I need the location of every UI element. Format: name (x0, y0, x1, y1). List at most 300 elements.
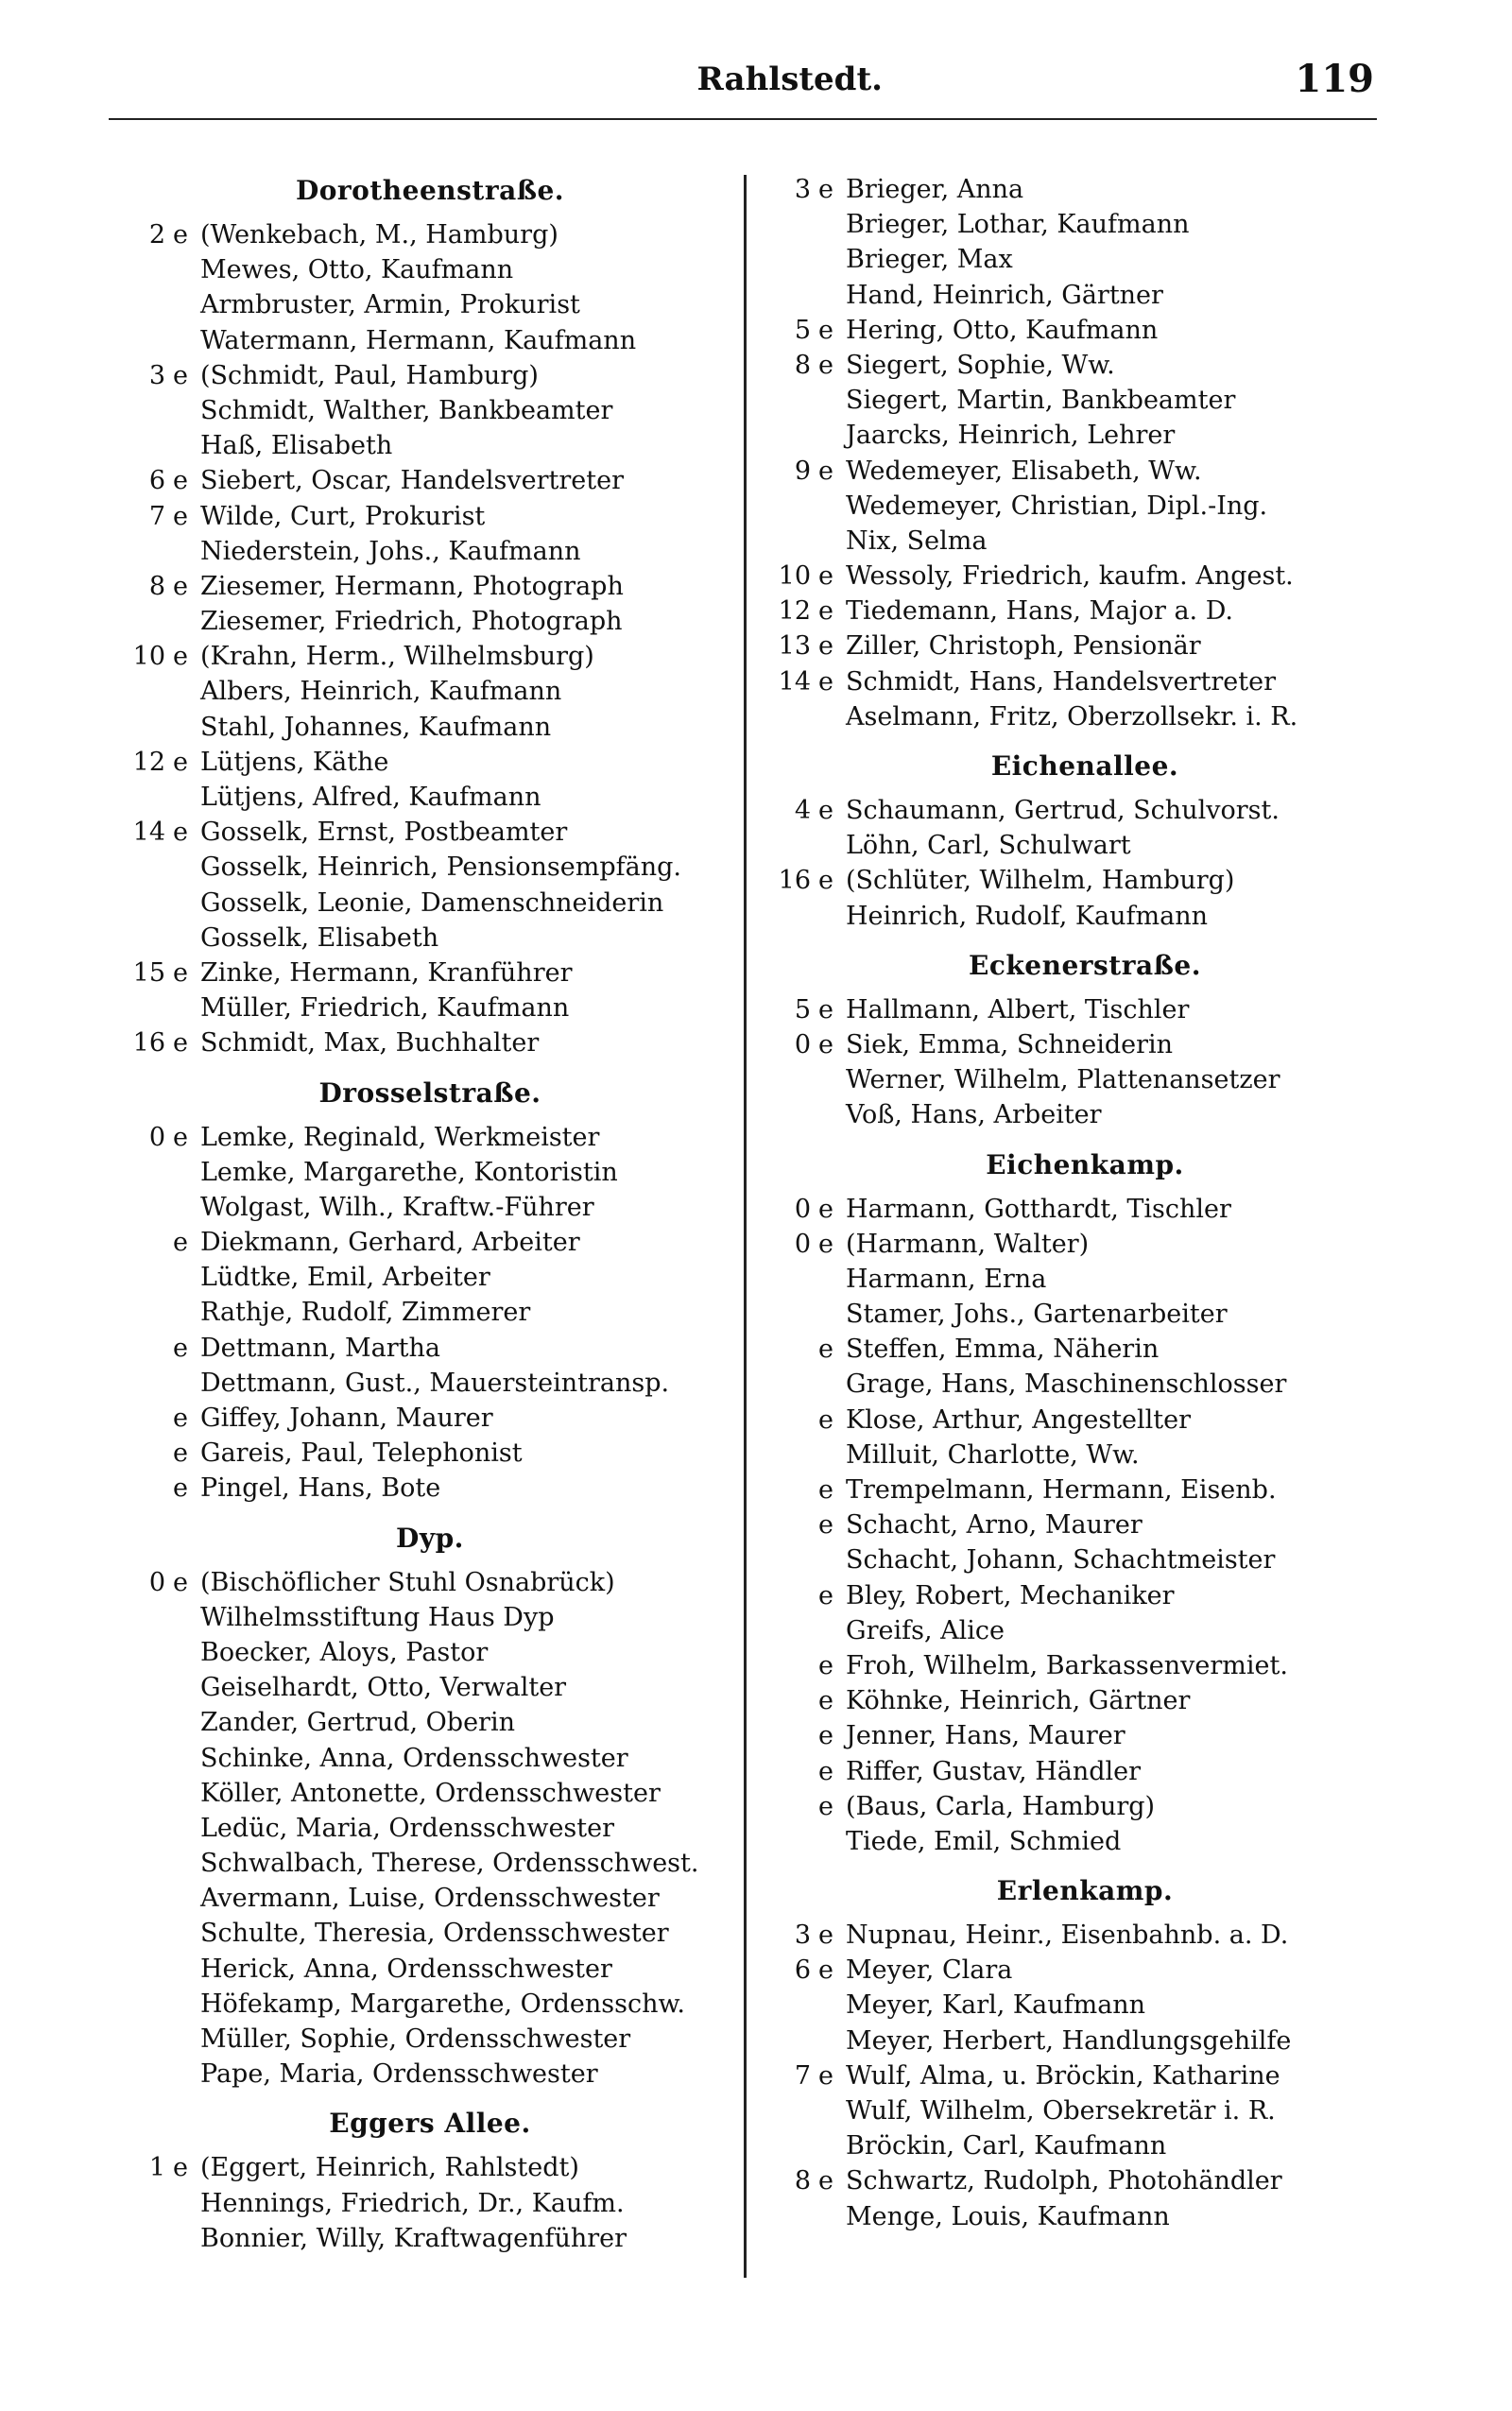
resident-text: Stahl, Johannes, Kaufmann (200, 712, 552, 742)
house-number: 5 (794, 994, 811, 1025)
directory-entry (118, 886, 742, 921)
directory-entry (118, 287, 742, 322)
entry-code: e (818, 1404, 833, 1435)
resident-text: (Wenkebach, M., Hamburg) (200, 220, 558, 250)
directory-entry (118, 2022, 742, 2057)
entry-code: e (818, 1029, 833, 1059)
right-column (764, 172, 1406, 2234)
directory-entry (764, 1097, 1406, 1132)
resident-text: Trempelmann, Hermann, Eisenb. (846, 1475, 1277, 1505)
house-number: 4 (794, 796, 811, 825)
resident-text: Rathje, Rudolf, Zimmerer (200, 1298, 531, 1328)
entry-code: e (818, 1475, 833, 1505)
resident-text: Wilde, Curt, Prokurist (200, 501, 486, 531)
house-number: 13 (778, 631, 811, 662)
directory-entry (118, 1846, 742, 1881)
directory-entry (764, 699, 1406, 734)
resident-text: Siek, Emma, Schneiderin (846, 1029, 1174, 1059)
directory-entry (118, 2150, 742, 2185)
directory-entry (764, 1918, 1406, 1953)
resident-text: (Schmidt, Paul, Hamburg) (200, 360, 539, 390)
resident-text: Ziesemer, Friedrich, Photograph (200, 607, 623, 637)
house-number: 14 (778, 666, 811, 697)
resident-text: Voß, Hans, Arbeiter (846, 1100, 1102, 1130)
street-heading: Drosselstraße. (318, 1076, 541, 1109)
entry-code: e (173, 1567, 188, 1597)
entry-code: e (818, 796, 833, 825)
entry-code: e (818, 1756, 833, 1786)
directory-entry (118, 1811, 742, 1846)
resident-text: Lemke, Reginald, Werkmeister (200, 1122, 600, 1152)
directory-entry (118, 1881, 742, 1916)
entry-code: e (173, 501, 188, 531)
directory-entry (764, 454, 1406, 489)
entry-code: e (818, 1510, 833, 1541)
street-section (764, 172, 1406, 734)
resident-text: Aselmann, Fritz, Oberzollsekr. i. R. (846, 701, 1298, 732)
entry-code: e (818, 175, 833, 204)
street-section (118, 172, 742, 1061)
street-section (764, 1872, 1406, 2234)
house-number: 8 (794, 2166, 811, 2196)
directory-entry (764, 1754, 1406, 1789)
resident-text: Wedemeyer, Elisabeth, Ww. (846, 456, 1202, 486)
resident-text: Armbruster, Armin, Prokurist (200, 290, 580, 320)
entry-code: e (173, 1404, 188, 1433)
directory-entry (118, 1260, 742, 1295)
directory-entry (764, 1367, 1406, 1402)
directory-entry (764, 1262, 1406, 1297)
directory-entry (118, 1635, 742, 1670)
house-number: 16 (132, 1028, 165, 1059)
directory-entry (118, 850, 742, 885)
resident-text: Pape, Maria, Ordensschwester (200, 2059, 598, 2090)
directory-entry (118, 217, 742, 252)
entry-code: e (818, 994, 833, 1025)
house-number: 10 (778, 561, 811, 592)
resident-text: Niederstein, Johs., Kaufmann (200, 536, 581, 566)
entry-code: e (818, 456, 833, 486)
resident-text: Tiede, Emil, Schmied (846, 1826, 1122, 1856)
directory-entry (764, 278, 1406, 313)
directory-entry (764, 1683, 1406, 1718)
resident-text: Jenner, Hans, Maurer (846, 1721, 1125, 1751)
resident-text: Nix, Selma (846, 525, 988, 556)
directory-entry (764, 348, 1406, 383)
house-number: 14 (132, 818, 165, 848)
resident-text: Lemke, Margarethe, Kontoristin (200, 1157, 618, 1187)
directory-entry (118, 1776, 742, 1811)
directory-entry (118, 921, 742, 956)
house-number: 0 (794, 1029, 811, 1059)
entry-code: e (818, 1955, 833, 1986)
entry-code: e (173, 747, 188, 777)
resident-text: (Eggert, Heinrich, Rahlstedt) (200, 2153, 579, 2183)
street-heading: Eckenerstraße. (969, 949, 1201, 981)
resident-text: Schinke, Anna, Ordensschwester (200, 1743, 628, 1773)
directory-entry (118, 604, 742, 639)
directory-entry (764, 2024, 1406, 2058)
directory-entry (764, 489, 1406, 524)
directory-entry (118, 1916, 742, 1951)
house-number: 8 (148, 571, 165, 601)
resident-text: Wulf, Alma, u. Bröckin, Katharine (846, 2060, 1280, 2091)
resident-text: Köller, Antonette, Ordensschwester (200, 1778, 661, 1808)
resident-text: Gosselk, Ernst, Postbeamter (200, 818, 568, 848)
resident-text: Grage, Hans, Maschinenschlosser (846, 1369, 1287, 1400)
resident-text: Bröckin, Carl, Kaufmann (846, 2131, 1167, 2161)
directory-entry (118, 710, 742, 745)
resident-text: Gareis, Paul, Telephonist (200, 1438, 523, 1469)
directory-entry (118, 674, 742, 709)
directory-entry (764, 383, 1406, 418)
resident-text: Brieger, Max (846, 245, 1013, 275)
resident-text: (Harmann, Walter) (846, 1229, 1090, 1259)
directory-entry (118, 815, 742, 850)
entry-code: e (173, 220, 188, 250)
directory-entry (118, 1987, 742, 2022)
directory-entry (118, 534, 742, 569)
street-section (764, 947, 1406, 1133)
directory-entry (764, 1789, 1406, 1824)
directory-entry (764, 2093, 1406, 2128)
directory-entry (764, 1613, 1406, 1648)
resident-text: Herick, Anna, Ordensschwester (200, 1954, 612, 1984)
directory-entry (118, 1120, 742, 1155)
directory-entry (118, 1952, 742, 1987)
directory-entry (118, 639, 742, 674)
resident-text: Schmidt, Max, Buchhalter (200, 1028, 540, 1059)
resident-text: Dettmann, Martha (200, 1333, 440, 1363)
directory-entry (118, 1565, 742, 1600)
resident-text: Schacht, Johann, Schachtmeister (846, 1545, 1276, 1576)
resident-text: Meyer, Herbert, Handlungsgehilfe (846, 2025, 1292, 2056)
resident-text: Bley, Robert, Mechaniker (846, 1580, 1175, 1610)
directory-entry (118, 1225, 742, 1260)
entry-code: e (818, 631, 833, 662)
street-section (764, 1146, 1406, 1860)
house-number: 9 (794, 456, 811, 486)
directory-entry (764, 1648, 1406, 1683)
entry-code: e (173, 2153, 188, 2183)
resident-text: Müller, Friedrich, Kaufmann (200, 993, 570, 1024)
directory-entry (118, 1401, 742, 1436)
directory-entry (764, 418, 1406, 453)
resident-text: Meyer, Clara (846, 1955, 1013, 1986)
entry-code: e (818, 1650, 833, 1680)
resident-text: Bonnier, Willy, Kraftwagenführer (200, 2223, 627, 2253)
house-number: 5 (794, 315, 811, 345)
resident-text: Brieger, Anna (846, 175, 1024, 204)
resident-text: Schaumann, Gertrud, Schulvorst. (846, 796, 1280, 825)
resident-text: Tiedemann, Hans, Major a. D. (846, 596, 1233, 627)
directory-entry (764, 2058, 1406, 2093)
resident-text: Wessoly, Friedrich, kaufm. Angest. (846, 561, 1294, 592)
directory-entry (118, 393, 742, 428)
entry-code: e (818, 350, 833, 380)
directory-entry (764, 1403, 1406, 1438)
directory-entry (764, 1988, 1406, 2023)
resident-text: Ledüc, Maria, Ordensschwester (200, 1813, 615, 1843)
street-section (764, 748, 1406, 934)
left-column (118, 172, 742, 2256)
house-number: 15 (132, 957, 165, 988)
resident-text: Schwalbach, Therese, Ordensschwest. (200, 1849, 699, 1879)
house-number: 12 (778, 596, 811, 627)
directory-entry (118, 990, 742, 1025)
entry-code: e (173, 360, 188, 390)
resident-text: Geiselhardt, Otto, Verwalter (200, 1673, 567, 1703)
page-header (112, 49, 1374, 115)
directory-entry (764, 1718, 1406, 1753)
house-number: 3 (794, 1920, 811, 1951)
resident-text: Meyer, Karl, Kaufmann (846, 1990, 1146, 2021)
directory-entry (118, 1600, 742, 1635)
entry-code: e (818, 1791, 833, 1821)
street-section (118, 2105, 742, 2256)
directory-entry (764, 992, 1406, 1027)
house-number: 0 (148, 1122, 165, 1152)
resident-text: Hand, Heinrich, Gärtner (846, 280, 1163, 310)
directory-entry (118, 252, 742, 287)
resident-text: Werner, Wilhelm, Plattenansetzer (846, 1065, 1280, 1095)
resident-text: Lütjens, Alfred, Kaufmann (200, 783, 541, 812)
entry-code: e (173, 1473, 188, 1504)
resident-text: Hering, Otto, Kaufmann (846, 315, 1159, 345)
resident-text: Klose, Arthur, Angestellter (846, 1404, 1192, 1435)
resident-text: Riffer, Gustav, Händler (846, 1756, 1142, 1786)
directory-entry (118, 1155, 742, 1190)
resident-text: Pingel, Hans, Bote (200, 1473, 441, 1504)
directory-entry (764, 2199, 1406, 2234)
directory-entry (764, 172, 1406, 207)
house-number: 1 (148, 2153, 165, 2183)
resident-text: Müller, Sophie, Ordensschwester (200, 2024, 631, 2054)
directory-entry (118, 780, 742, 815)
street-section (118, 1520, 742, 2092)
directory-entry (764, 1227, 1406, 1262)
resident-text: Boecker, Aloys, Pastor (200, 1637, 489, 1667)
house-number: 0 (794, 1229, 811, 1259)
house-number: 7 (148, 501, 165, 531)
entry-code: e (818, 2166, 833, 2196)
street-heading: Erlenkamp. (996, 1875, 1174, 1907)
directory-entry (118, 2057, 742, 2092)
resident-text: (Baus, Carla, Hamburg) (846, 1791, 1156, 1821)
resident-text: Albers, Heinrich, Kaufmann (200, 677, 562, 707)
street-section (118, 1075, 742, 1507)
directory-entry (764, 1542, 1406, 1577)
directory-entry (118, 499, 742, 534)
entry-code: e (173, 1028, 188, 1059)
page-number: 119 (1295, 57, 1374, 101)
entry-code: e (173, 466, 188, 496)
entry-code: e (818, 2060, 833, 2091)
resident-text: Zinke, Hermann, Kranführer (200, 957, 573, 988)
entry-code: e (818, 596, 833, 627)
directory-entry (764, 2163, 1406, 2198)
directory-entry (764, 1824, 1406, 1859)
resident-text: (Bischöflicher Stuhl Osnabrück) (200, 1567, 615, 1597)
entry-code: e (173, 1438, 188, 1469)
entry-code: e (818, 1229, 833, 1259)
resident-text: Mewes, Otto, Kaufmann (200, 255, 514, 285)
resident-text: Froh, Wilhelm, Barkassenvermiet. (846, 1650, 1288, 1680)
entry-code: e (818, 866, 833, 896)
resident-text: Wolgast, Wilh., Kraftw.-Führer (200, 1192, 594, 1222)
entry-code: e (818, 315, 833, 345)
resident-text: Gosselk, Heinrich, Pensionsempfäng. (200, 852, 681, 883)
entry-code: e (818, 1686, 833, 1716)
resident-text: Siegert, Sophie, Ww. (846, 350, 1115, 380)
house-number: 7 (794, 2060, 811, 2091)
resident-text: Harmann, Gotthardt, Tischler (846, 1194, 1231, 1224)
street-heading: Dorotheenstraße. (295, 175, 565, 206)
directory-entry (118, 358, 742, 393)
street-heading: Eggers Allee. (329, 2108, 531, 2140)
resident-text: Dettmann, Gust., Mauersteintransp. (200, 1368, 670, 1398)
directory-entry (764, 899, 1406, 934)
house-number: 0 (148, 1567, 165, 1597)
directory-entry (764, 1438, 1406, 1472)
directory-entry (118, 569, 742, 604)
house-number: 6 (794, 1955, 811, 1986)
directory-entry (764, 1062, 1406, 1097)
resident-text: Brieger, Lothar, Kaufmann (846, 210, 1190, 240)
house-number: 6 (148, 466, 165, 496)
entry-code: e (173, 818, 188, 848)
directory-entry (764, 629, 1406, 663)
resident-text: Watermann, Hermann, Kaufmann (200, 325, 637, 355)
resident-text: Lüdtke, Emil, Arbeiter (200, 1263, 490, 1293)
directory-entry (764, 1297, 1406, 1332)
directory-entry (764, 1192, 1406, 1227)
directory-entry (118, 1436, 742, 1471)
directory-entry (764, 1027, 1406, 1062)
street-heading: Eichenkamp. (986, 1148, 1184, 1180)
directory-entry (118, 1366, 742, 1401)
resident-text: Siegert, Martin, Bankbeamter (846, 386, 1236, 416)
street-heading: Dyp. (396, 1522, 464, 1554)
directory-entry (118, 2221, 742, 2256)
house-number: 12 (132, 747, 165, 777)
directory-entry (764, 1472, 1406, 1507)
resident-text: Schwartz, Rudolph, Photohändler (846, 2166, 1282, 2196)
directory-entry (118, 1741, 742, 1776)
directory-entry (764, 1332, 1406, 1367)
directory-entry (118, 1190, 742, 1225)
resident-text: Höfekamp, Margarethe, Ordensschw. (200, 1989, 685, 2019)
directory-entry (764, 793, 1406, 828)
resident-text: Wilhelmsstiftung Haus Dyp (200, 1602, 555, 1632)
house-number: 8 (794, 350, 811, 380)
directory-entry (764, 207, 1406, 242)
street-heading: Eichenallee. (990, 750, 1179, 782)
resident-text: Heinrich, Rudolf, Kaufmann (846, 901, 1208, 931)
house-number: 2 (148, 220, 165, 250)
directory-entry (118, 428, 742, 463)
directory-entry (118, 1295, 742, 1330)
resident-text: Lütjens, Käthe (200, 747, 389, 777)
house-number: 10 (132, 642, 165, 672)
resident-text: Harmann, Erna (846, 1264, 1047, 1294)
house-number: 0 (794, 1194, 811, 1224)
directory-entry (118, 956, 742, 990)
resident-text: Schulte, Theresia, Ordensschwester (200, 1919, 669, 1949)
entry-code: e (818, 1580, 833, 1610)
entry-code: e (173, 571, 188, 601)
entry-code: e (818, 1194, 833, 1224)
resident-text: Haß, Elisabeth (200, 431, 393, 461)
running-head-place: Rahlstedt. (696, 60, 883, 98)
entry-code: e (173, 1122, 188, 1152)
directory-entry (764, 863, 1406, 898)
resident-text: Wedemeyer, Christian, Dipl.-Ing. (846, 491, 1268, 521)
resident-text: Wulf, Wilhelm, Obersekretär i. R. (846, 2096, 1276, 2126)
entry-code: e (173, 642, 188, 672)
directory-entry (118, 1471, 742, 1506)
directory-entry (118, 1025, 742, 1060)
entry-code: e (818, 1721, 833, 1751)
directory-entry (118, 1331, 742, 1366)
resident-text: Gosselk, Elisabeth (200, 922, 439, 953)
resident-text: Steffen, Emma, Näherin (846, 1335, 1160, 1365)
resident-text: Giffey, Johann, Maurer (200, 1404, 493, 1433)
resident-text: Avermann, Luise, Ordensschwester (200, 1884, 660, 1914)
directory-entry (764, 1578, 1406, 1613)
house-number: 3 (794, 175, 811, 204)
resident-text: (Krahn, Herm., Wilhelmsburg) (200, 642, 594, 672)
header-rule (109, 118, 1377, 120)
directory-entry (118, 323, 742, 358)
house-number: 16 (778, 866, 811, 896)
resident-text: Ziller, Christoph, Pensionär (846, 631, 1201, 662)
resident-text: Löhn, Carl, Schulwart (846, 831, 1131, 861)
directory-entry (118, 1705, 742, 1740)
resident-text: Köhnke, Heinrich, Gärtner (846, 1686, 1191, 1716)
directory-entry (764, 594, 1406, 629)
resident-text: Schmidt, Walther, Bankbeamter (200, 395, 613, 425)
directory-entry (118, 2186, 742, 2221)
entry-code: e (818, 666, 833, 697)
resident-text: Diekmann, Gerhard, Arbeiter (200, 1228, 580, 1258)
resident-text: Greifs, Alice (846, 1615, 1005, 1645)
directory-entry (764, 559, 1406, 594)
resident-text: Stamer, Johs., Gartenarbeiter (846, 1300, 1228, 1330)
directory-entry (764, 313, 1406, 348)
entry-code: e (173, 957, 188, 988)
directory-entry (118, 745, 742, 780)
entry-code: e (818, 561, 833, 592)
resident-text: Gosselk, Leonie, Damenschneiderin (200, 887, 664, 918)
directory-entry (764, 828, 1406, 863)
directory-entry (764, 524, 1406, 559)
resident-text: Hennings, Friedrich, Dr., Kaufm. (200, 2188, 625, 2218)
resident-text: Siebert, Oscar, Handelsvertreter (200, 466, 625, 496)
resident-text: Nupnau, Heinr., Eisenbahnb. a. D. (846, 1920, 1289, 1951)
entry-code: e (173, 1333, 188, 1363)
resident-text: Schmidt, Hans, Handelsvertreter (846, 666, 1276, 697)
directory-entry (764, 242, 1406, 277)
directory-entry (118, 1670, 742, 1705)
directory-entry (764, 2128, 1406, 2163)
resident-text: Schacht, Arno, Maurer (846, 1510, 1143, 1541)
column-divider (744, 175, 747, 2278)
entry-code: e (173, 1228, 188, 1258)
directory-entry (118, 463, 742, 498)
entry-code: e (818, 1920, 833, 1951)
directory-entry (764, 664, 1406, 699)
